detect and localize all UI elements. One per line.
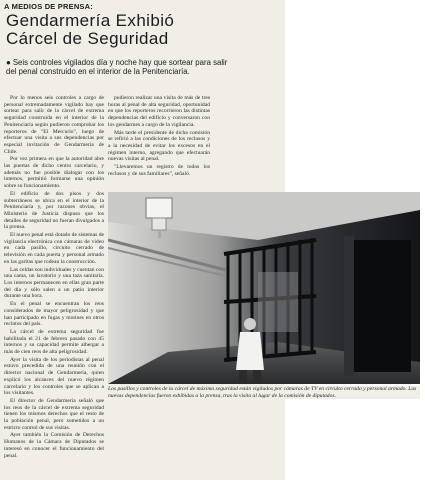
paragraph: pudieron realizar una visita de más de tres horas al penal de alta seguridad, oportunidad en que los reporteros recorrieron las distintas dependencias del edificio y conversaron con los gendarmes a cargo de la vigilancia.: [108, 95, 210, 128]
paragraph: El director de Gendarmería señaló que los reos de la cárcel de extrema seguridad tienen los mismos derechos que el resto de la población penal, pero sometidos a un estricto control de sus visitas.: [4, 397, 104, 431]
paragraph: Por vez primera en que la autoridad abre las puertas de dicho centro carcelario, y además no fue posible dialogar con los internos, permitió formarse una opinión sobre su funcionamiento.: [4, 156, 104, 190]
headline: [6, 12, 236, 48]
paragraph: La cárcel de extrema seguridad fue habilitada el 21 de febrero pasado con 45 internos y su capacidad permite albergar a más de cien reos de alta peligrosidad.: [4, 328, 104, 356]
bullet-icon: ●: [6, 58, 11, 67]
prison-corridor-photo: [108, 192, 420, 384]
body-column-a: [4, 95, 104, 478]
deck-text: Seis controles vigilados día y noche hay que sortear para salir del penal construido en el interior de la Penitenciaría.: [6, 58, 228, 76]
paragraph: Ayer también la Comisión de Derechos Humanos de la Cámara de Diputados se interesó en conocer el funcionamiento del penal.: [4, 432, 104, 459]
paragraph: El nuevo penal está dotado de sistemas de vigilancia electrónica con cámaras de video en cada pasillo, circuito cerrado de televisión en cada puerta y personal armado en las garitas que rodean la construcción.: [4, 232, 104, 265]
paragraph: En el penal se encuentran los reos considerados de mayor peligrosidad y que han participado en fugas y motines en otros recintos del país.: [4, 301, 104, 328]
paragraph: Ayer la visita de los periodistas al penal estuvo precedida de una reunión con el director nacional de Gendarmería, quien explicó los alcances del nuevo régimen carcelario y los controles que se aplican a los visitantes.: [4, 356, 104, 397]
photo-caption: Los pasillos y controles de la cárcel de máxima seguridad están vigilados por cámaras de TV en circuito cerrado y personal armado. Las nuevas dependencias fueron exhibidas a la prensa, tras la visita al lugar de la comisión de diputados.: [108, 386, 420, 399]
body-column-b: [108, 95, 210, 190]
paragraph: "Llevaremos un registro de todos los reclusos y de sus familiares", señaló.: [108, 164, 210, 177]
paragraph: Más tarde el presidente de dicha comisión se refirió a las condiciones de los reclusos y a la necesidad de evitar los excesos en el régimen interno, agregando que efectuarán nuevas visitas al penal.: [108, 129, 210, 163]
kicker: A MEDIOS DE PRENSA:: [4, 2, 93, 11]
headline-line-2: Cárcel de Seguridad: [6, 29, 169, 48]
paragraph: Por lo menos seis controles a cargo de personal extremadamente vigilado hay que sortear para salir de la cárcel de extrema seguridad construida en el interior de la Penitenciaría según pudieron comprobar los reporteros de "El Mercurio", luego de efectuar una visita a sus dependencias por especial invitación de Gendarmería de Chile.: [4, 95, 104, 155]
paragraph: El edificio de dos pisos y dos subterráneos se ubica en el interior de la Penitenciaría y, por razones obvias, el Ministerio de Justicia dispuso que los detalles de seguridad no fueran divulgados a la prensa.: [4, 190, 104, 231]
paragraph: Las celdas son individuales y cuentan con una cama, un lavatorio y una taza sanitaria. Los internos permanecen en ellas gran parte del día y sólo salen a un patio interior durante una hora.: [4, 266, 104, 300]
headline-line-1: Gendarmería Exhibió: [6, 11, 175, 30]
deck: [6, 58, 231, 76]
